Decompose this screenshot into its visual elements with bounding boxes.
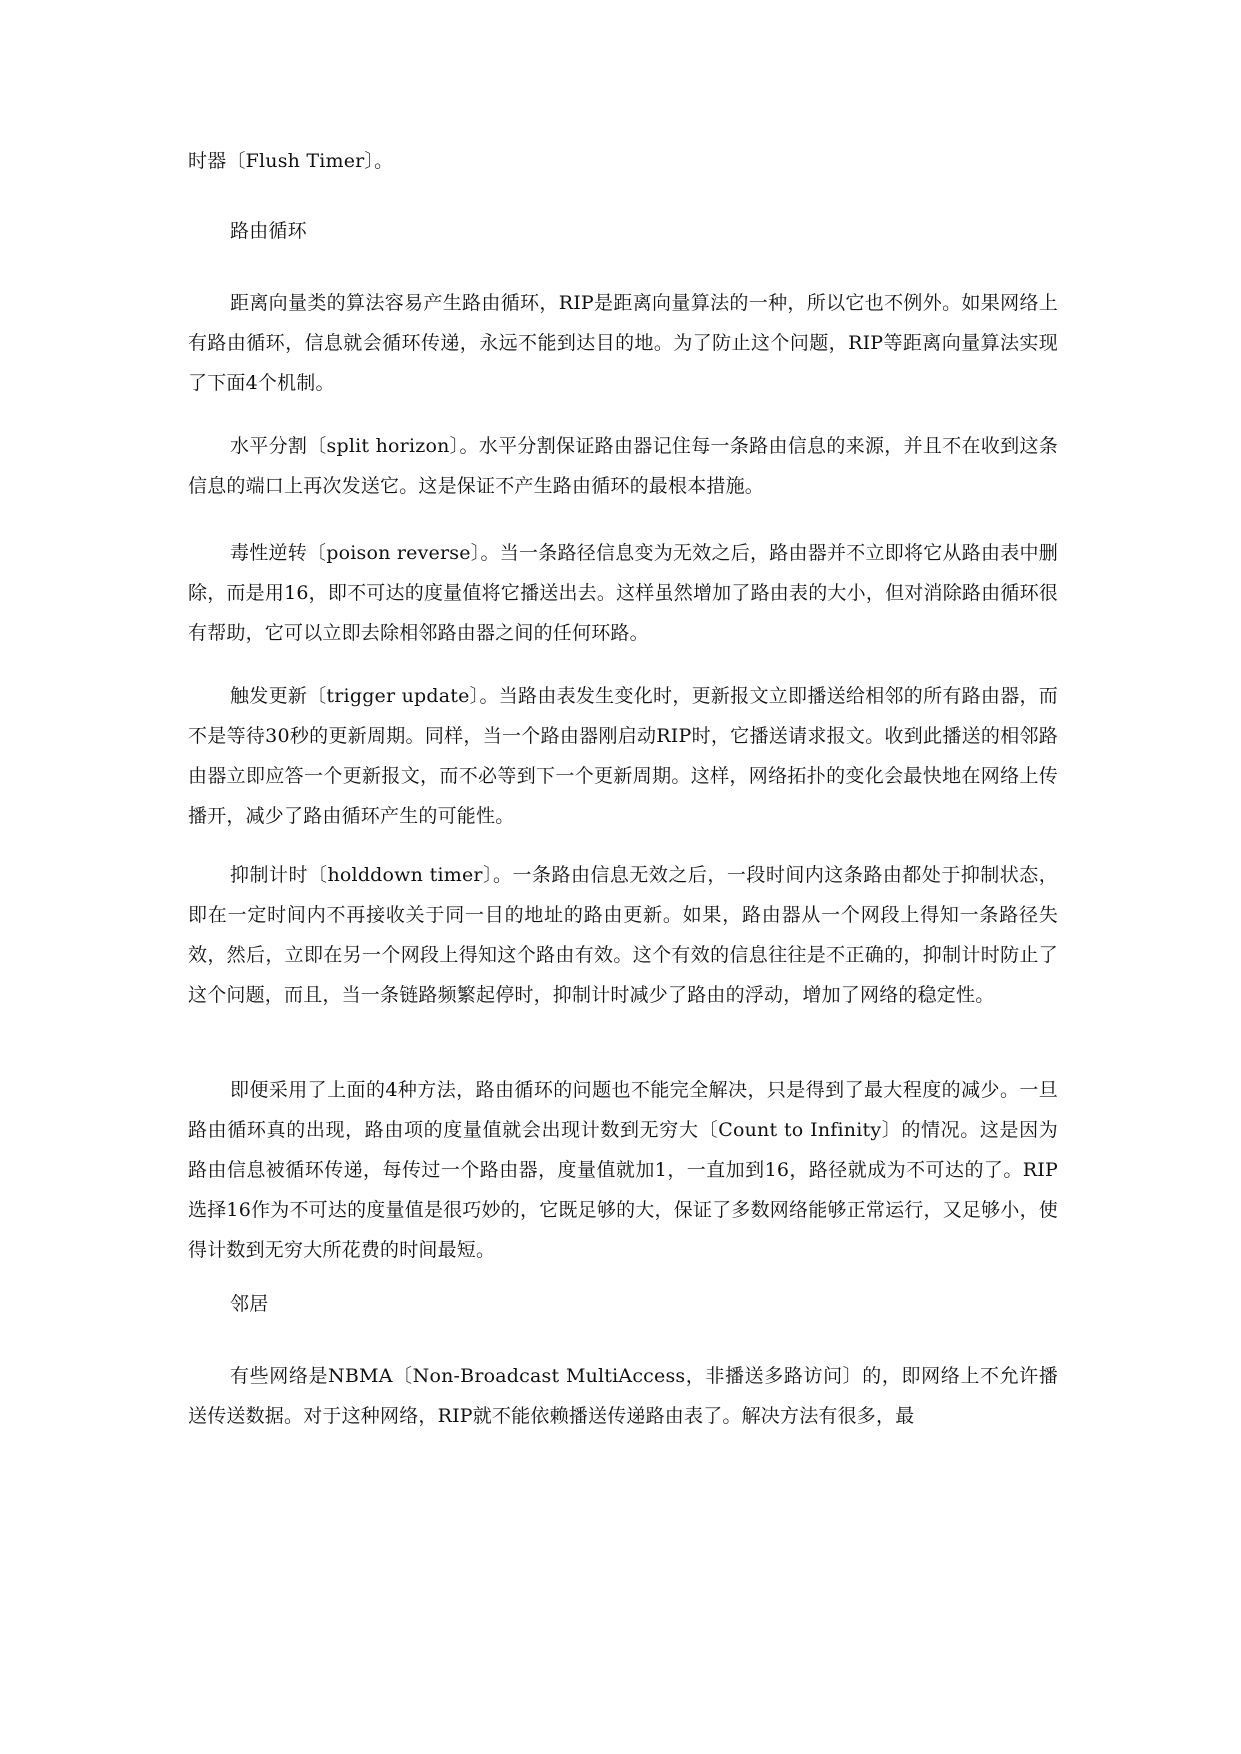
paragraph-split-horizon: 水平分割〔split horizon〕。水平分割保证路由器记住每一条路由信息的来源，并且不在收到这条信息的端口上再次发送它。这是保证不产生路由循环的最根本措施。	[188, 435, 1058, 497]
section-heading-routing-loop: 路由循环	[230, 220, 307, 242]
paragraph-trigger-update: 触发更新〔trigger update〕。当路由表发生变化时，更新报文立即播送给相邻的所有路由器，而不是等待30秒的更新周期。同样，当一个路由器刚启动RIP时，它播送请求报文。收到此播送的相邻路由器立即应答一个更新报文，而不必等到下一个更新周期。这样，网络拓扑的变化会最快地在网络上传播开，减少了路由循环产生的可能性。	[188, 685, 1058, 827]
paragraph-count-to-infinity: 即便采用了上面的4种方法，路由循环的问题也不能完全解决，只是得到了最大程度的减少。一旦路由循环真的出现，路由项的度量值就会出现计数到无穷大〔Count to Infinity〕的情况。这是因为路由信息被循环传递，每传过一个路由器，度量值就加1，一直加到16，路径就成为不可达的了。RIP选择16作为不可达的度量值是很巧妙的，它既足够的大，保证了多数网络能够正常运行，又足够小，使得计数到无穷大所花费的时间最短。	[188, 1079, 1058, 1261]
paragraph-distance-vector-loops: 距离向量类的算法容易产生路由循环，RIP是距离向量算法的一种，所以它也不例外。如果网络上有路由循环，信息就会循环传递，永远不能到达目的地。为了防止这个问题，RIP等距离向量算法实现了下面4个机制。	[188, 292, 1058, 394]
section-heading-neighbors: 邻居	[230, 1293, 269, 1315]
paragraph-nbma: 有些网络是NBMA〔Non-Broadcast MultiAccess，非播送多路访问〕的，即网络上不允许播送传送数据。对于这种网络，RIP就不能依赖播送传递路由表了。解决方法有很多，最	[188, 1365, 1058, 1427]
paragraph-holddown-timer: 抑制计时〔holddown timer〕。一条路由信息无效之后，一段时间内这条路由都处于抑制状态，即在一定时间内不再接收关于同一目的地址的路由更新。如果，路由器从一个网段上得知一条路径失效，然后，立即在另一个网段上得知这个路由有效。这个有效的信息往往是不正确的，抑制计时防止了这个问题，而且，当一条链路频繁起停时，抑制计时减少了路由的浮动，增加了网络的稳定性。	[188, 864, 1058, 1006]
top-fragment-line: 时器〔Flush Timer〕。	[188, 150, 394, 172]
paragraph-poison-reverse: 毒性逆转〔poison reverse〕。当一条路径信息变为无效之后，路由器并不立即将它从路由表中删除，而是用16，即不可达的度量值将它播送出去。这样虽然增加了路由表的大小，但对消除路由循环很有帮助，它可以立即去除相邻路由器之间的任何环路。	[188, 542, 1058, 644]
